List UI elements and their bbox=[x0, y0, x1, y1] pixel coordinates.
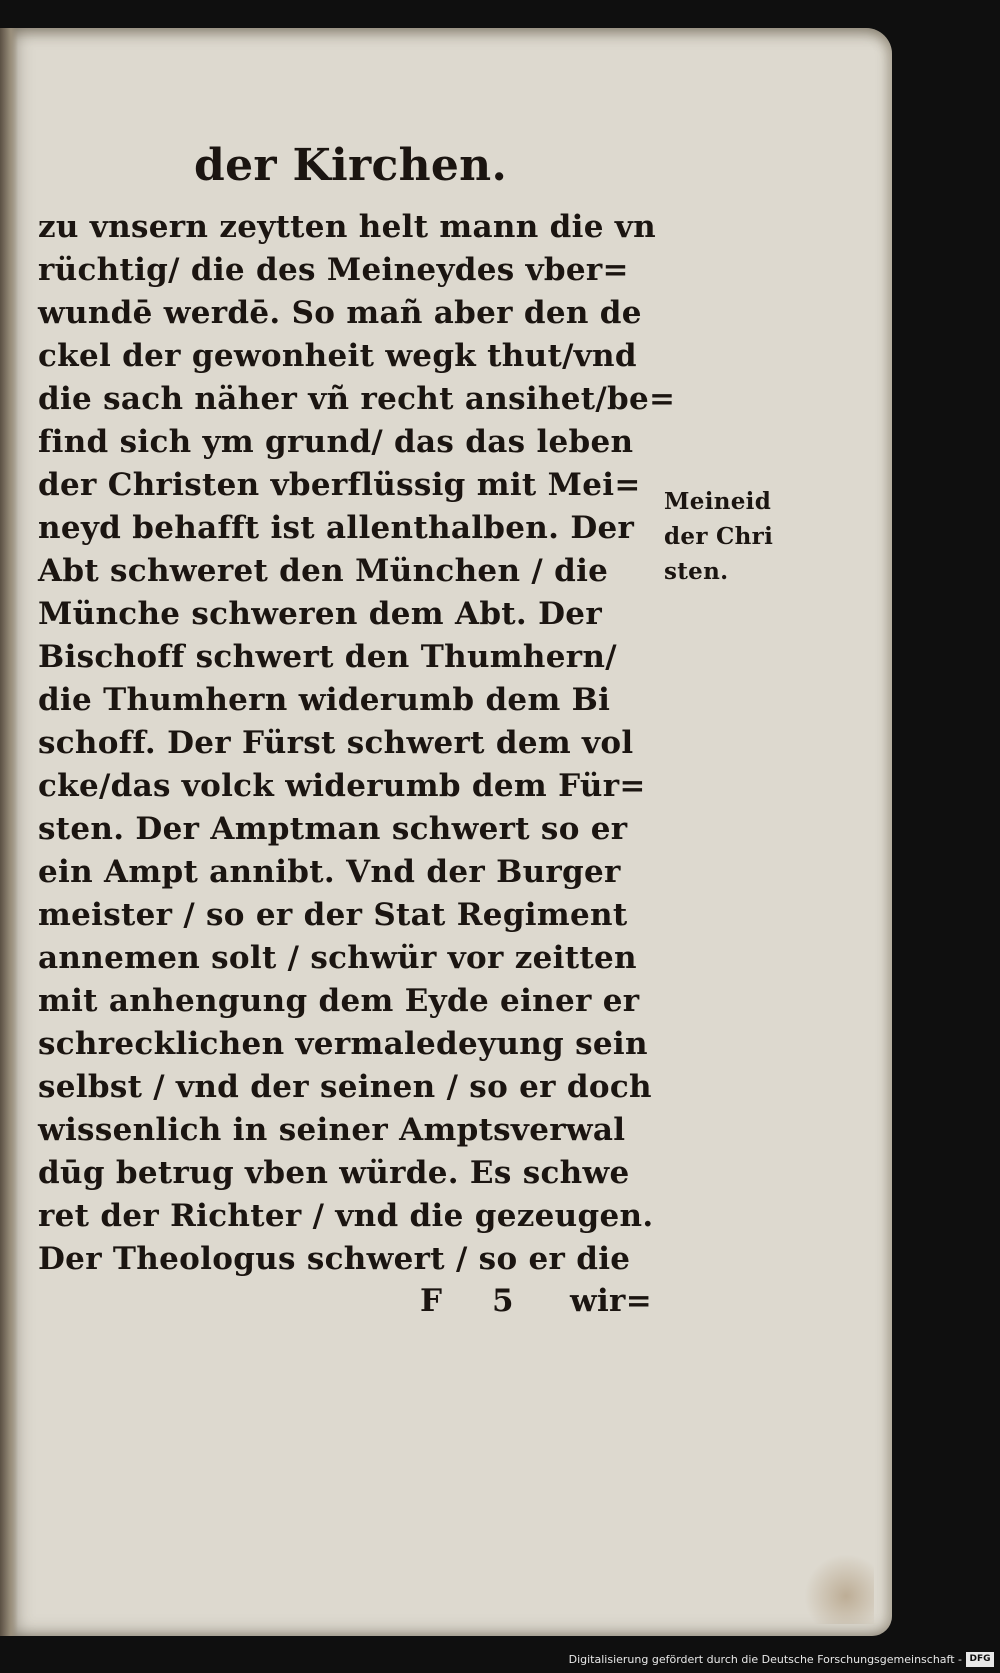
signature-mark-number: 5 bbox=[492, 1283, 514, 1319]
text-line: der Christen vberflüssig mit Mei= bbox=[38, 467, 641, 503]
text-line: wundē werdē. So mañ aber den de bbox=[38, 295, 642, 331]
text-line: cke/das volck widerumb dem Für= bbox=[38, 768, 646, 804]
text-line: find sich ym grund/ das das leben bbox=[38, 424, 634, 460]
text-line: Münche schweren dem Abt. Der bbox=[38, 596, 602, 632]
text-line: dūg betrug vben würde. Es schwe bbox=[38, 1155, 630, 1191]
foxing-stain bbox=[804, 1554, 874, 1624]
body-text bbox=[38, 206, 676, 1281]
text-line: ret der Richter / vnd die gezeugen. bbox=[38, 1198, 654, 1234]
page-gutter bbox=[0, 28, 18, 1636]
margin-note-line: der Chri bbox=[664, 523, 774, 550]
text-line: zu vnsern zeytten helt mann die vn bbox=[38, 209, 656, 245]
text-line: sten. Der Amptman schwert so er bbox=[38, 811, 628, 847]
funding-credit: Digitalisierung gefördert durch die Deutsche Forschungsgemeinschaft - bbox=[568, 1653, 962, 1666]
text-line: mit anhengung dem Eyde einer er bbox=[38, 983, 640, 1019]
margin-note-line: Meineid bbox=[664, 488, 772, 515]
margin-note bbox=[664, 484, 804, 589]
text-line: schoff. Der Fürst schwert dem vol bbox=[38, 725, 634, 761]
text-line: rüchtig/ die des Meineydes vber= bbox=[38, 252, 629, 288]
text-line: die sach näher vñ recht ansihet/be= bbox=[38, 381, 676, 417]
text-line: ckel der gewonheit wegk thut/vnd bbox=[38, 338, 637, 374]
text-line: Abt schweret den München / die bbox=[38, 553, 609, 589]
dfg-logo: DFG bbox=[966, 1652, 994, 1667]
text-line: Der Theologus schwert / so er die bbox=[38, 1241, 631, 1277]
text-line: die Thumhern widerumb dem Bi bbox=[38, 682, 611, 718]
text-line: ein Ampt annibt. Vnd der Burger bbox=[38, 854, 621, 890]
running-head: der Kirchen. bbox=[194, 140, 508, 191]
text-line: Bischoff schwert den Thumhern/ bbox=[38, 639, 617, 675]
catchword: wir= bbox=[570, 1283, 652, 1319]
signature-mark-letter: F bbox=[420, 1283, 443, 1319]
book-page bbox=[0, 28, 892, 1636]
text-line: meister / so er der Stat Regiment bbox=[38, 897, 628, 933]
footer-bar bbox=[0, 1647, 1000, 1673]
text-line: neyd behafft ist allenthalben. Der bbox=[38, 510, 635, 546]
text-line: selbst / vnd der seinen / so er doch bbox=[38, 1069, 652, 1105]
text-line: annemen solt / schwür vor zeitten bbox=[38, 940, 637, 976]
text-line: wissenlich in seiner Amptsverwal bbox=[38, 1112, 626, 1148]
text-line: schrecklichen vermaledeyung sein bbox=[38, 1026, 648, 1062]
margin-note-line: sten. bbox=[664, 558, 729, 585]
